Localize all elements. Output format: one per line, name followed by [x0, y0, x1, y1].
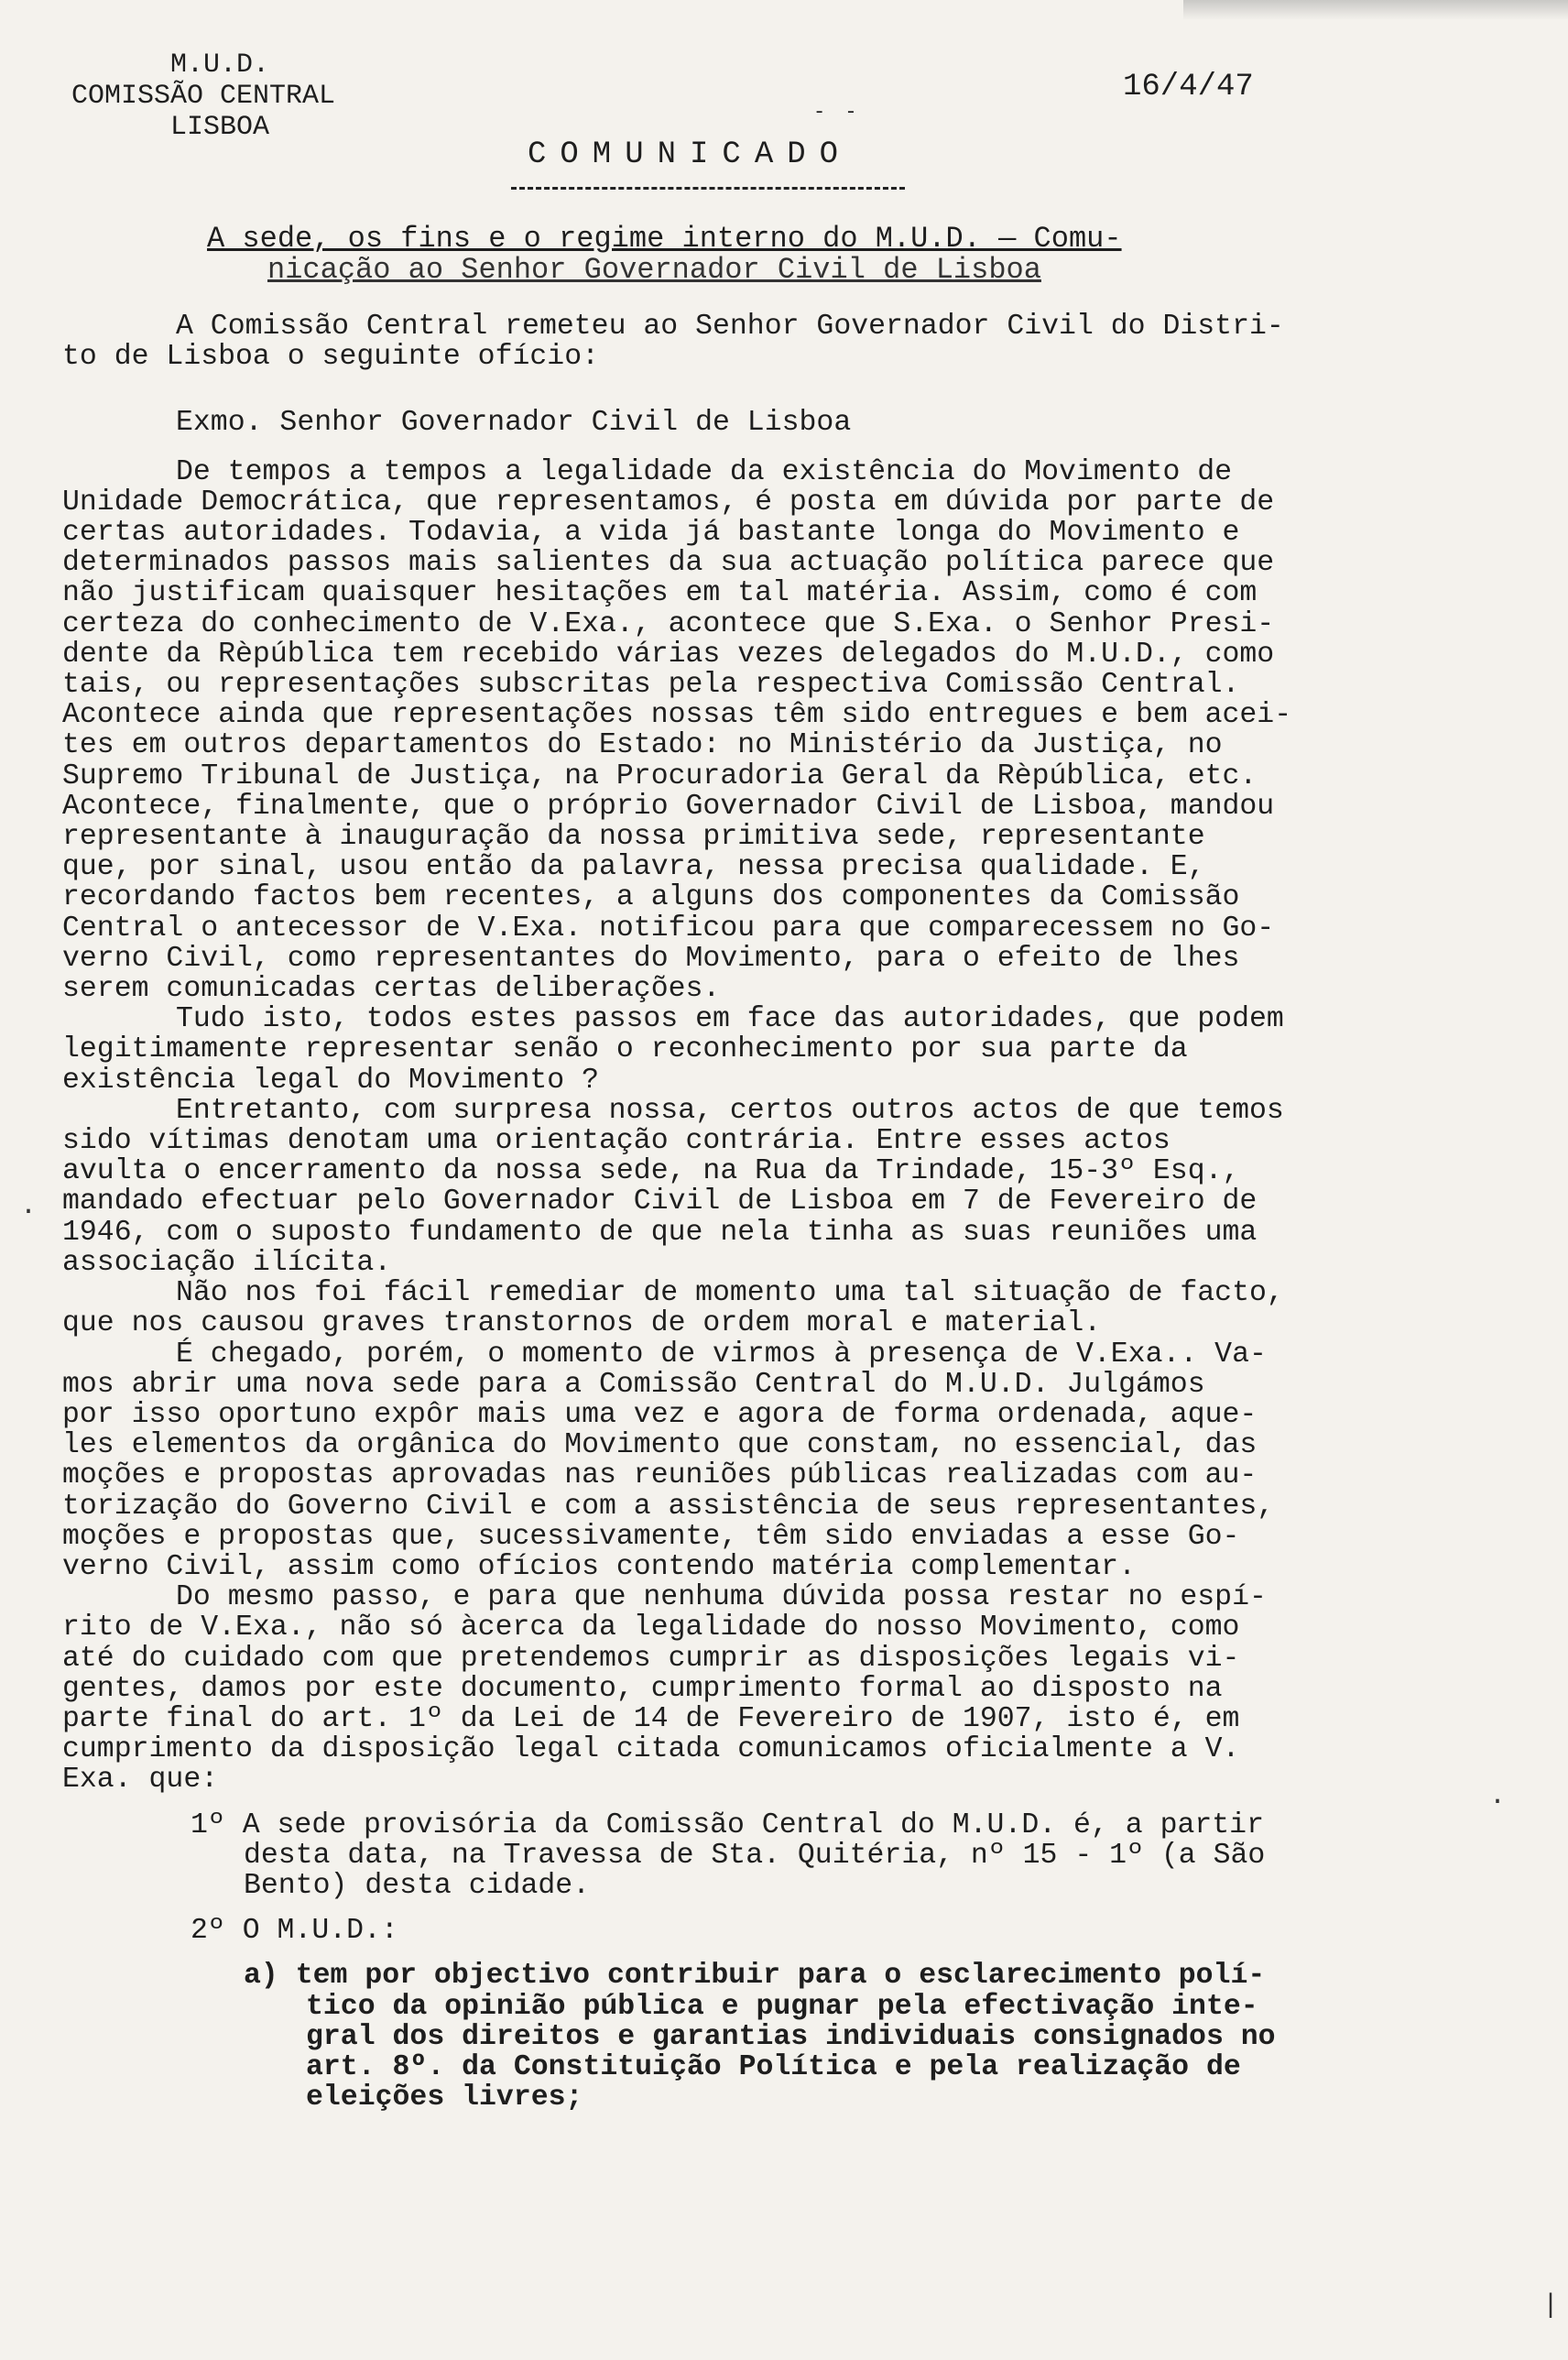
paragraph-1 [62, 457, 1418, 1005]
text-line: certas autoridades. Todavia, a vida já bastante longa do Movimento e [62, 517, 1240, 550]
paragraph-2 [62, 1004, 1418, 1096]
text-line: Acontece ainda que representações nossas têm sido entregues e bem acei- [62, 699, 1292, 732]
text-line: a) tem por objectivo contribuir para o esclarecimento polí- [244, 1960, 1266, 1993]
text-line: avulta o encerramento da nossa sede, na Rua da Trindade, 15-3º Esq., [62, 1155, 1240, 1188]
text-line: verno Civil, assim como ofícios contendo matéria complementar. [62, 1550, 1136, 1583]
text-line: Acontece, finalmente, que o próprio Governador Civil de Lisboa, mandou [62, 790, 1275, 823]
text-line: cumprimento da disposição legal citada comunicamos oficialmente a V. [62, 1733, 1240, 1766]
paragraph-5 [62, 1339, 1418, 1583]
text-line: mos abrir uma nova sede para a Comissão Central do M.U.D. Julgámos [62, 1368, 1205, 1401]
text-line: que nos causou graves transtornos de ordem moral e material. [62, 1307, 1102, 1340]
letter-body [62, 311, 1418, 2113]
text-line: certeza do conhecimento de V.Exa., acontece que S.Exa. o Senhor Presi- [62, 607, 1275, 640]
paragraph-6 [62, 1582, 1418, 1795]
document-title: COMUNICADO [528, 137, 853, 172]
salutation: Exmo. Senhor Governador Civil de Lisboa [176, 407, 852, 440]
text-line: por isso oportuno expôr mais uma vez e agora de forma ordenada, aque- [62, 1398, 1258, 1431]
text-line: sido vítimas denotam uma orientação contrária. Entre esses actos [62, 1125, 1171, 1158]
text-line: eleições livres; [306, 2081, 583, 2114]
text-line: Exa. que: [62, 1764, 219, 1797]
text-line: recordando factos bem recentes, a alguns dos componentes da Comissão [62, 881, 1240, 914]
org-city: LISBOA [170, 112, 270, 143]
intro-line: A Comissão Central remeteu ao Senhor Governador Civil do Distri- [176, 311, 1284, 343]
text-line: dente da Rèpública tem recebido várias vezes delegados do M.U.D., como [62, 638, 1275, 671]
margin-tick: · [1489, 1786, 1507, 1818]
scan-shadow [1183, 0, 1568, 20]
text-line: desta data, na Travessa de Sta. Quitéria, nº 15 - 1º (a São [244, 1839, 1266, 1872]
text-line: moções e propostas aprovadas nas reuniões públicas realizadas com au- [62, 1459, 1258, 1492]
subject-line-1: A sede, os fins e o regime interno do M.U.D. — Comu- [207, 222, 1122, 256]
text-line: Do mesmo passo, e para que nenhuma dúvida possa restar no espí- [176, 1581, 1267, 1614]
text-line: les elementos da orgânica do Movimento que constam, no essencial, das [62, 1429, 1258, 1462]
text-line: mandado efectuar pelo Governador Civil de Lisboa em 7 de Fevereiro de [62, 1185, 1258, 1218]
text-line: serem comunicadas certas deliberações. [62, 973, 721, 1006]
title-underline [511, 187, 905, 190]
text-line: rito de V.Exa., não só àcerca da legalidade do nosso Movimento, como [62, 1612, 1240, 1644]
text-line: Não nos foi fácil remediar de momento uma tal situação de facto, [176, 1277, 1284, 1310]
text-line: associação ilícita. [62, 1246, 392, 1279]
text-line: gentes, damos por este documento, cumprimento formal ao disposto na [62, 1672, 1223, 1705]
text-line: até do cuidado com que pretendemos cumprir as disposições legais vi- [62, 1642, 1240, 1675]
text-line: Bento) desta cidade. [244, 1869, 591, 1902]
item-1 [62, 1810, 1418, 1902]
text-line: 1º A sede provisória da Comissão Central do M.U.D. é, a partir [191, 1808, 1264, 1841]
text-line: que, por sinal, usou então da palavra, nessa precisa qualidade. E, [62, 851, 1205, 884]
margin-tick: | [1542, 2290, 1560, 2322]
text-line: tais, ou representações subscritas pela respectiva Comissão Central. [62, 669, 1240, 702]
text-line: determinados passos mais salientes da sua actuação política parece que [62, 547, 1275, 580]
title-correction-mark: - - [813, 101, 861, 124]
text-line: existência legal do Movimento ? [62, 1064, 599, 1097]
paragraph-3 [62, 1096, 1418, 1278]
subject-line [207, 224, 1122, 286]
text-line: Tudo isto, todos estes passos em face das autoridades, que podem [176, 1003, 1284, 1036]
text-line: De tempos a tempos a legalidade da existência do Movimento de [176, 455, 1233, 488]
text-line: não justificam quaisquer hesitações em tal matéria. Assim, como é com [62, 577, 1258, 610]
intro-line: to de Lisboa o seguinte ofício: [62, 341, 599, 374]
paragraph-4 [62, 1278, 1418, 1338]
text-line: parte final do art. 1º da Lei de 14 de Fevereiro de 1907, isto é, em [62, 1702, 1240, 1735]
item-2a [62, 1961, 1418, 2113]
text-line: art. 8º. da Constituição Política e pela realização de [306, 2050, 1241, 2083]
document-date: 16/4/47 [1123, 70, 1254, 104]
text-line: Entretanto, com surpresa nossa, certos outros actos de que temos [176, 1094, 1284, 1127]
org-abbrev: M.U.D. [170, 49, 270, 81]
text-line: tes em outros departamentos do Estado: no Ministério da Justiça, no [62, 729, 1223, 762]
text-line: moções e propostas que, sucessivamente, têm sido enviadas a esse Go- [62, 1520, 1240, 1553]
text-line: gral dos direitos e garantias individuais consignados no [306, 2020, 1276, 2053]
text-line: representante à inauguração da nossa primitiva sede, representante [62, 821, 1205, 854]
text-line: torização do Governo Civil e com a assistência de seus representantes, [62, 1490, 1275, 1523]
text-line: tico da opinião pública e pugnar pela efectivação inte- [306, 1990, 1258, 2023]
text-line: Central o antecessor de V.Exa. notificou para que comparecessem no Go- [62, 912, 1275, 945]
text-line: verno Civil, como representantes do Movimento, para o efeito de lhes [62, 942, 1240, 975]
item-2 [62, 1916, 1418, 1946]
subject-line-2: nicação ao Senhor Governador Civil de Lisboa [267, 253, 1041, 287]
text-line: 1946, com o suposto fundamento de que nela tinha as suas reuniões uma [62, 1216, 1258, 1249]
margin-tick: · [20, 1196, 38, 1228]
letterhead [71, 49, 335, 143]
org-name: COMISSÃO CENTRAL [71, 81, 336, 112]
text-line: 2º O M.U.D.: [191, 1915, 398, 1948]
text-line: Unidade Democrática, que representamos, é posta em dúvida por parte de [62, 486, 1275, 519]
text-line: Supremo Tribunal de Justiça, na Procuradoria Geral da Rèpública, etc. [62, 759, 1258, 792]
text-line: É chegado, porém, o momento de virmos à presença de V.Exa.. Va- [176, 1338, 1267, 1371]
text-line: legitimamente representar senão o reconhecimento por sua parte da [62, 1033, 1188, 1066]
